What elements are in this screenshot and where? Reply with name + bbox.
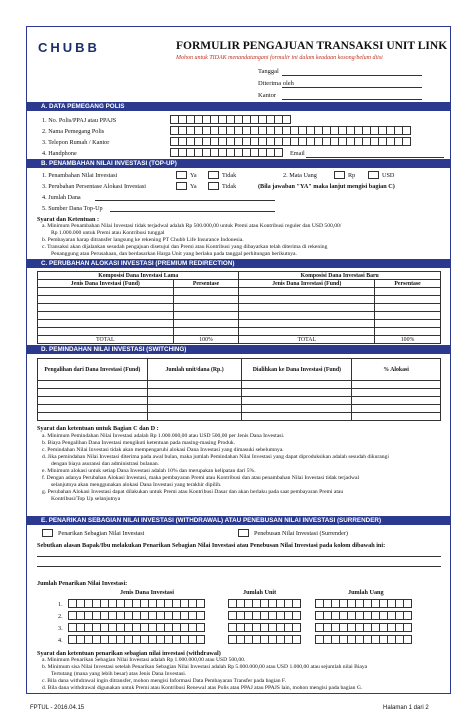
jumlah-unit-header: Jumlah Unit: [243, 589, 277, 596]
section-b-terms-title: Syarat dan Ketentuan :: [37, 216, 100, 223]
alokasi-label: 3. Perubahan Persentase Alokasi Investasi: [42, 183, 146, 190]
handphone-label: 4. Handphone: [42, 150, 77, 157]
section-b-term: Penanggung atau Perusahaan, dan berdasarkan Harga Unit yang berlaku pada tanggal perhitungan berikutnya.: [51, 251, 297, 257]
section-d-term: e. Minimum alokasi untuk setiap Dana Investasi adalah 10% dan merupakan kelipatan dari 5%.: [42, 468, 256, 474]
jumlah-penarikan-title: Jumlah Penarikan Nilai Investasi:: [37, 580, 128, 587]
withdrawal-amount-field[interactable]: [315, 635, 411, 644]
no-polis-label: 1. No. Polis/PPAJ atau PPAJS: [42, 117, 117, 124]
persen-baru-header: Persentase: [375, 280, 441, 288]
usd-label: USD: [382, 172, 395, 179]
telepon-label: 3. Telepon Rumah / Kantor: [42, 139, 110, 146]
form-code: FPTUL - 2016.04.15: [30, 705, 85, 711]
section-d-term: c. Pemindahan Nilai Investasi tidak akan mempengaruhi alokasi Dana Investasi yang dimasuki sebelumnya.: [42, 447, 284, 453]
table-row[interactable]: [38, 312, 441, 320]
section-e-term: Tertutang (mana yang lebih besar) atas Jenis Dana Investasi.: [51, 671, 187, 677]
table-row[interactable]: [38, 381, 441, 389]
section-e-term: c. Bila dana withdrawal ingin ditransfer, mohon mengisi Informasi Data Pembayaran Transfer pada bagian F.: [42, 678, 286, 684]
table-row[interactable]: [38, 389, 441, 397]
topup-tidak-checkbox[interactable]: [208, 171, 219, 179]
withdrawal-unit-field[interactable]: [228, 611, 300, 620]
diterima-field[interactable]: [282, 87, 422, 88]
baru-header: Komposisi Dana Investasi Baru: [239, 272, 441, 280]
section-d-term: Kontribusi/Top Up selanjutnya: [51, 496, 121, 502]
total-label-lama: TOTAL: [38, 336, 174, 344]
telepon-field[interactable]: [170, 137, 410, 146]
section-e-terms-title: Syarat dan ketentuan penarikan sebagian nilai investasi (withdrawal): [37, 650, 221, 657]
lama-header: Komposisi Dana Investasi Lama: [38, 272, 239, 280]
withdrawal-unit-field[interactable]: [228, 599, 300, 608]
sumber-dana-field[interactable]: [110, 211, 275, 212]
alasan-prompt: Sebutkan alasan Bapak/Ibu melakukan Penarikan Sebagian Nilai Investasi atau Penebusan Nilai Investasi pada kolom dibawah ini:: [37, 542, 386, 549]
tanggal-field[interactable]: [282, 75, 422, 76]
surrender-label: Penebusan Nilai Investasi (Surrender): [254, 530, 348, 537]
handphone-field[interactable]: [170, 148, 282, 157]
topup-label: 1. Penambahan Nilai Investasi: [42, 172, 118, 179]
withdrawal-unit-field[interactable]: [228, 635, 300, 644]
table-row[interactable]: [38, 320, 441, 328]
withdrawal-unit-field[interactable]: [228, 623, 300, 632]
section-b-term: c. Transaksi akan dijalankan sesudah pengajuan disetujui dan Premi atau Kontribusi yang dibayarkan telah diterima di rekening: [42, 244, 328, 250]
page-number: Halaman 1 dari 2: [383, 705, 429, 711]
alokasi-header: % Alokasi: [352, 359, 441, 381]
table-row[interactable]: [38, 413, 441, 421]
table-row[interactable]: [38, 328, 441, 336]
total-label-baru: TOTAL: [239, 336, 375, 344]
jumlah-dana-label: 4. Jumlah Dana: [42, 194, 81, 201]
total-value-lama: 100%: [173, 336, 239, 344]
section-d-terms-title: Syarat dan ketentuan untuk Bagian C dan D :: [37, 425, 159, 432]
kantor-field[interactable]: [282, 99, 422, 100]
withdrawal-fund-field[interactable]: [68, 599, 204, 608]
no-polis-field[interactable]: [170, 115, 290, 124]
section-d-term: dengan biaya asuransi dan administrasi bulanan.: [51, 461, 160, 467]
total-row: [38, 336, 441, 344]
withdrawal-row-number: 3.: [58, 625, 63, 632]
table-row[interactable]: [38, 288, 441, 296]
section-d-header: D. PEMINDAHAN NILAI INVESTASI (SWITCHING): [27, 345, 450, 354]
diterima-label: Diterima oleh: [258, 80, 294, 87]
withdrawal-label: Penarikan Sebagian Nilai Investasi: [58, 530, 145, 537]
withdrawal-row-number: 1.: [58, 601, 63, 608]
jumlah-dana-field[interactable]: [95, 200, 275, 201]
table-row[interactable]: [38, 405, 441, 413]
form-title: FORMULIR PENGAJUAN TRANSAKSI UNIT LINK: [176, 40, 448, 52]
section-e-header: E. PENARIKAN SEBAGIAN NILAI INVESTASI (WITHDRAWAL) ATAU PENEBUSAN NILAI INVESTASI (SURRENDER): [27, 516, 450, 525]
section-e-term: a. Minimum Penarikan Sebagian Nilai Investasi adalah Rp 1.000.000,00 atau USD 500,00.: [42, 657, 246, 663]
withdrawal-row-number: 4.: [58, 637, 63, 644]
jumlah-uang-header: Jumlah Uang: [348, 589, 384, 596]
section-b-term: Rp 1.000.000 untuk Premi atau Kontribusi tunggal: [51, 230, 165, 236]
withdrawal-fund-field[interactable]: [68, 611, 204, 620]
section-d-term: g. Perubahan Alokasi Investasi dapat dilakukan untuk Premi atau Kontribusi Dasar dan akan berlaku pada saat pembayaran Premi atau: [42, 489, 344, 495]
rp-label: Rp: [348, 172, 356, 179]
section-b-header: B. PENAMBAHAN NILAI INVESTASI (TOP-UP): [27, 159, 450, 168]
withdrawal-fund-field[interactable]: [68, 623, 204, 632]
section-a-header: A. DATA PEMEGANG POLIS: [27, 102, 450, 111]
section-d-term: f. Dengan adanya Perubahan Alokasi Investasi, maka pembayaran Premi atau Kontribusi dan atau penambahan Nilai Investasi tidak terjadwal: [42, 475, 360, 481]
allocation-table: [37, 271, 441, 344]
withdrawal-checkbox[interactable]: [42, 529, 53, 537]
alokasi-tidak-label: Tidak: [222, 183, 237, 190]
chubb-logo: CHUBB: [38, 40, 100, 55]
withdrawal-amount-field[interactable]: [315, 599, 411, 608]
withdrawal-row-number: 2.: [58, 613, 63, 620]
alokasi-ya-label: Ya: [190, 183, 197, 190]
table-row[interactable]: [38, 296, 441, 304]
topup-tidak-label: Tidak: [222, 172, 237, 179]
switching-table: [37, 358, 441, 421]
form-subtitle: Mohon untuk TIDAK menandatangani formulir ini dalam keadaan kosong/belum diisi: [176, 55, 383, 61]
email-label: Email: [290, 150, 305, 157]
alokasi-note: (Bila jawaban "YA" maka lanjut mengisi bagian C): [258, 183, 395, 190]
rp-checkbox[interactable]: [334, 171, 345, 179]
topup-ya-checkbox[interactable]: [176, 171, 187, 179]
section-d-term: d. Jika pemindahan Nilai Investasi diterima pada awal bulan, maka jumlah Pemindahan Nilai Investasi yang dapat diproduksikan adalah sesudah dikurangi: [42, 454, 389, 460]
sumber-dana-label: 5. Sumber Dana Top-Up: [42, 205, 103, 212]
jenis-baru-header: Jenis Dana Investasi (Fund): [239, 280, 375, 288]
section-b-term: b. Pembayaran harap ditransfer langsung ke rekening PT Chubb Life Insurance Indonesia.: [42, 237, 244, 243]
section-e-term: b. Minimum sisa Nilai Investasi setelah Penarikan Sebagian Nilai Investasi adalah Rp 5.000.000,00 atau USD 1.000,00 atau sejumlah nilai Biaya: [42, 664, 368, 670]
email-field[interactable]: [306, 157, 444, 158]
section-e-term: d. Bila dana withdrawal digunakan untuk Premi atau Kontribusi Renewal atas Polis atau PPAJ atau PPAJS lain, mohon mengisi pada bagian G.: [42, 685, 363, 691]
topup-ya-label: Ya: [190, 172, 197, 179]
withdrawal-fund-field[interactable]: [68, 635, 204, 644]
mata-uang-label: 2. Mata Uang: [283, 172, 317, 179]
nama-label: 2. Nama Pemegang Polis: [42, 128, 105, 135]
pengalihan-header: Pengalihan dari Dana Investasi (Fund): [38, 359, 148, 381]
withdrawal-amount-field[interactable]: [315, 611, 411, 620]
withdrawal-amount-field[interactable]: [315, 623, 411, 632]
jenis-dana-header: Jenis Dana Investasi: [120, 589, 174, 596]
alokasi-ya-checkbox[interactable]: [176, 182, 187, 190]
nama-field[interactable]: [170, 126, 410, 135]
surrender-checkbox[interactable]: [238, 529, 249, 537]
alasan-line[interactable]: [37, 566, 441, 567]
section-c-header: C. PERUBAHAN ALOKASI INVESTASI (PREMIUM REDIRECTION): [27, 259, 450, 268]
section-d-term: selanjutnya akan menggunakan alokasi Dana Investasi yang terakhir dipilih.: [51, 482, 222, 488]
jenis-lama-header: Jenis Dana Investasi (Fund): [38, 280, 174, 288]
dialihkan-header: Dialihkan ke Dana Investasi (Fund): [242, 359, 352, 381]
total-value-baru: 100%: [375, 336, 441, 344]
usd-checkbox[interactable]: [368, 171, 379, 179]
section-d-term: a. Minimum Pemindahan Nilai Investasi adalah Rp 1.000.000,00 atau USD 500,00 per Jenis Dana Investasi.: [42, 433, 285, 439]
table-row[interactable]: [38, 397, 441, 405]
alokasi-tidak-checkbox[interactable]: [208, 182, 219, 190]
jumlah-unit-header: Jumlah unit/dana (Rp.): [147, 359, 242, 381]
persen-lama-header: Persentase: [173, 280, 239, 288]
kantor-label: Kantor: [258, 92, 277, 99]
section-d-term: b. Biaya Pengalihan Dana Investasi mengikuti ketentuan pada masing-masing Produk.: [42, 440, 236, 446]
section-b-term: a. Minimum Penambahan Nilai Investasi tidak terjadwal adalah Rp 500.000,00 untuk Premi atau Kontribusi reguler dan USD 500,00/: [42, 223, 342, 229]
tanggal-label: Tanggal: [258, 68, 279, 75]
table-row[interactable]: [38, 304, 441, 312]
alasan-line[interactable]: [37, 556, 441, 557]
